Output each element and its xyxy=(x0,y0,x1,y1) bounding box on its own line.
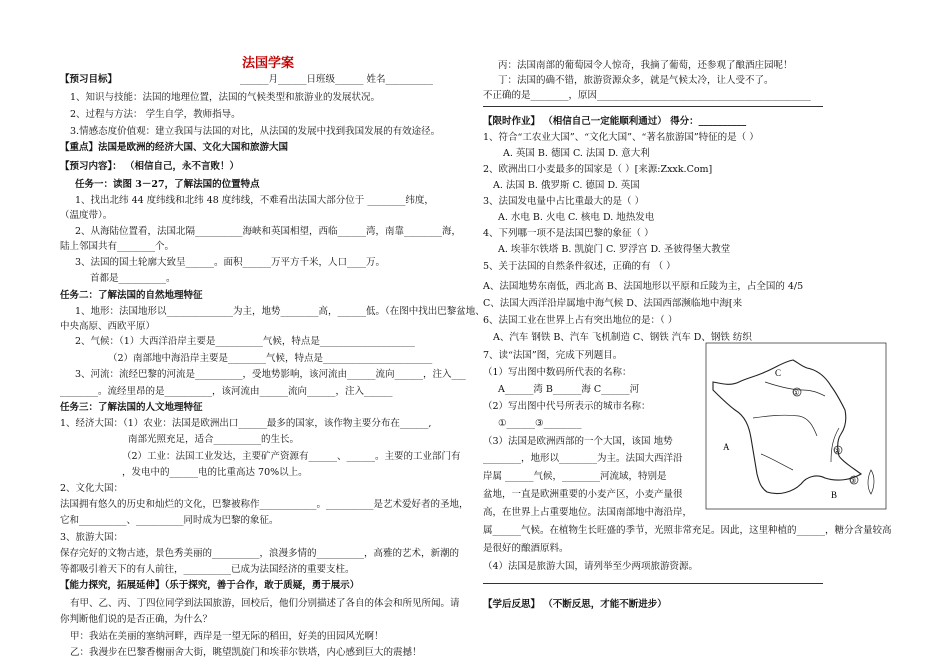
text-line-l16: 1、地形：法国地形以______________为主，地势________高，______低。（在图中找出巴黎盆地、 xyxy=(75,306,485,317)
text-line-l19: （2）南部地中海沿岸主要是________气候，特点是_______________________ xyxy=(108,353,433,364)
text-line-l24: 南部光照充足，适合__________的生长。 xyxy=(128,434,300,445)
text-line-r27: 高，在世界上占重要地位。法国南部地中海沿岸， xyxy=(483,507,693,518)
text-line-l10: （温度带）。 xyxy=(60,210,113,221)
text-line-l04: 2、过程与方法： 学生自学，教师指导。 xyxy=(70,109,241,120)
text-line-l26: ，发电中的______电的比重高达 70%以上。 xyxy=(122,467,308,478)
text-line-r26: 盆地，一直是欧洲重要的小麦产区，小麦产量很 xyxy=(483,489,683,500)
text-line-l12: 陆上邻国共有________个。 xyxy=(60,241,175,252)
text-line-r04: 【限时作业】 （相信自己一定能顺利通过） 得分：__________ xyxy=(483,116,747,127)
text-line-r20: A______湾 B______海 C______河 xyxy=(498,384,640,395)
text-line-r07: 2、欧洲出口小麦最多的国家是（ ）[来源:Zxxk.Com] xyxy=(483,164,713,175)
text-line-r18: 7、读“法国”图，完成下列题目。 xyxy=(483,350,623,361)
map-label-1: ① xyxy=(793,389,800,397)
text-line-l23: 1、经济大国：（1）农业：法国是欧洲出口______最多的国家，该作物主要分布在______, xyxy=(60,418,432,429)
text-line-r31: 【学后反思】 （不断反思，才能不断进步） xyxy=(483,599,667,610)
france-map xyxy=(705,342,887,510)
text-line-r28: 属______气候。在植物生长旺盛的季节，光照非常充足。因此，这里种植的______，糖分含量较高 xyxy=(483,525,892,536)
text-line-l25: （2）工业：法国工业发达，主要矿产资源有______、______。主要的工业部门有 xyxy=(122,451,461,462)
map-label-2: ② xyxy=(834,447,841,455)
france-map-svg xyxy=(705,342,887,510)
text-line-l27: 2、文化大国： xyxy=(60,483,124,494)
text-line-r10: A. 水电 B. 火电 C. 核电 D. 地热发电 xyxy=(498,212,655,223)
text-line-l09: 1、找出北纬 44 度纬线和北纬 48 度纬线，不难看出法国大部分位于 ________纬度， xyxy=(75,195,434,206)
text-line-r29: 是很好的酿酒原料。 xyxy=(483,543,569,554)
text-line-r01: 丙：法国南部的葡萄园令人惊奇，我摘了葡萄，还参观了酿酒庄园呢！ xyxy=(498,60,793,71)
map-label-A: A xyxy=(723,442,730,452)
text-line-r22: ①______③________ xyxy=(498,418,582,429)
text-line-l33: 【能力探究，拓展延伸】（乐于探究，善于合作，敢于质疑，勇于展示） xyxy=(60,580,360,591)
text-line-r25: 岸属 ______气候，________河流域，特别是 xyxy=(483,471,667,482)
text-line-l01: 【预习目标】 xyxy=(60,74,118,85)
text-line-r11: 4、下列哪一项不是法国巴黎的象征（ ） xyxy=(483,228,654,239)
text-line-l32: 等都吸引着天下的有人前往，__________已成为法国经济的重要支柱。 xyxy=(60,564,355,575)
text-line-r14: A、法国地势东南低，西北高 B、法国地形以平原和丘陵为主，占全国的 4/5 xyxy=(483,281,804,292)
text-line-l11: 2、从海陆位置看，法国北隔__________海峡和英国相望，西临______湾，南靠________海， xyxy=(75,226,462,237)
text-line-l17: 中央高原、西欧平原） xyxy=(60,321,156,332)
text-line-l28: 法国拥有悠久的历史和灿烂的文化，巴黎被称作____________。__________是艺术爱好者的圣地， xyxy=(60,499,469,510)
page-title: 法国学案 xyxy=(242,56,295,71)
answer-line xyxy=(483,106,823,107)
text-line-l21: ________。流经里昂的是__________，该河流由______流向______，注入______ xyxy=(60,386,393,397)
map-frame xyxy=(706,343,886,509)
text-line-r02: 丁：法国的确不错，旅游资源众多，就是气候太冷，让人受不了。 xyxy=(498,75,774,86)
text-line-l22: 任务三：了解法国的人文地理特征 xyxy=(60,402,203,413)
text-line-r05: 1、符合“工农业大国”、“文化大国”、“著名旅游国”特征的是（ ） xyxy=(483,132,759,143)
text-line-l05: 3.情感态度价值观：建立我国与法国的对比，从法国的发展中找到我国发展的有效途径。 xyxy=(70,126,441,137)
text-line-r21: （2）写出图中代号所表示的城市名称： xyxy=(483,401,651,412)
text-line-l13: 3、法国的国土轮廓大致呈______。面积______万平方千米，人口____万。 xyxy=(75,257,386,268)
text-line-r12: A. 埃菲尔铁塔 B. 凯旋门 C. 罗浮宫 D. 圣彼得堡大教堂 xyxy=(498,244,731,255)
text-line-l02: ______月______日班级______ 姓名__________ xyxy=(240,74,434,85)
loire-river xyxy=(753,415,817,436)
text-line-l15: 任务二：了解法国的自然地理特征 xyxy=(60,290,203,301)
text-line-r06: A. 英国 B. 德国 C. 法国 D. 意大利 xyxy=(503,148,650,159)
text-line-r30: （4）法国是旅游大国，请列举至少两项旅游资源。 xyxy=(483,561,699,572)
text-line-l18: 2、气候：（1）大西洋沿岸主要是__________气候，特点是____________________ xyxy=(75,336,415,347)
text-line-l35: 你判断他们说的是否正确，为什么？ xyxy=(60,614,213,625)
text-line-l34: 有甲、乙、丙、丁四位同学到法国旅游，回校后，他们分别描述了各自的体会和所见所闻。请 xyxy=(70,598,460,609)
text-line-l14: 首都是__________。 xyxy=(90,273,176,284)
text-line-l36: 甲：我站在美丽的塞纳河畔，西岸是一望无际的稻田，好美的田园风光啊！ xyxy=(70,631,384,642)
answer-line xyxy=(483,583,823,584)
text-line-l08: 任务一：读图 3－27，了解法国的位置特点 xyxy=(75,179,260,190)
text-line-r23: （3）法国是欧洲西部的一个大国，该国 地势 xyxy=(483,436,673,447)
text-line-r13: 5、关于法国的自然条件叙述，正确的有 （ ） xyxy=(483,261,676,272)
text-line-l30: 3、旅游大国： xyxy=(60,532,124,543)
map-label-3: ③ xyxy=(850,477,857,485)
garonne-river xyxy=(761,454,793,470)
text-line-l20: 3、河流：流经巴黎的河流是__________，受地势影响，该河流由______流向______，注入___ xyxy=(75,369,466,380)
text-line-r08: A. 法国 B. 俄罗斯 C. 德国 D. 英国 xyxy=(493,180,640,191)
text-line-r03: 不正确的是________，原因_____________________________________________ xyxy=(483,90,811,101)
corsica-island xyxy=(868,470,874,494)
text-line-l29: 它和__________、__________同时成为巴黎的象征。 xyxy=(60,515,279,526)
text-line-r24: ________，地形以________为主。法国大西洋沿 xyxy=(483,453,683,464)
text-line-l07: 【预习内容】： （相信自己，永不言败！） xyxy=(60,161,240,172)
text-line-l31: 保存完好的文物古迹，景色秀美丽的__________，浪漫多情的__________，高雅的艺术，新潮的 xyxy=(60,548,460,559)
text-line-l37: 乙：我漫步在巴黎香榭丽舍大街，眺望凯旋门和埃菲尔铁塔，内心感到巨大的震撼！ xyxy=(70,647,422,658)
text-line-l06: 【重点】法国是欧洲的经济大国、文化大国和旅游大国 xyxy=(60,142,289,153)
text-line-r09: 3、法国发电量中占比重最大的是（ ） xyxy=(483,196,645,207)
france-coastline xyxy=(713,360,861,494)
map-label-C: C xyxy=(775,368,782,378)
text-line-r17: A、汽车 钢铁 B、汽车 飞机制造 C、钢铁 汽车 D、钢铁 纺织 xyxy=(493,332,752,343)
text-line-l03: 1、知识与技能：法国的地理位置，法国的气候类型和旅游业的发展状况。 xyxy=(70,92,381,103)
map-label-B: B xyxy=(831,490,838,500)
text-line-r19: （1）写出图中数码所代表的名称： xyxy=(483,367,632,378)
text-line-r16: 6、法国工业在世界上占有突出地位的是：（ ） xyxy=(483,315,678,326)
text-line-r15: C、法国大西洋沿岸属地中海气候 D、法国西部濒临地中海[来 xyxy=(483,298,743,309)
